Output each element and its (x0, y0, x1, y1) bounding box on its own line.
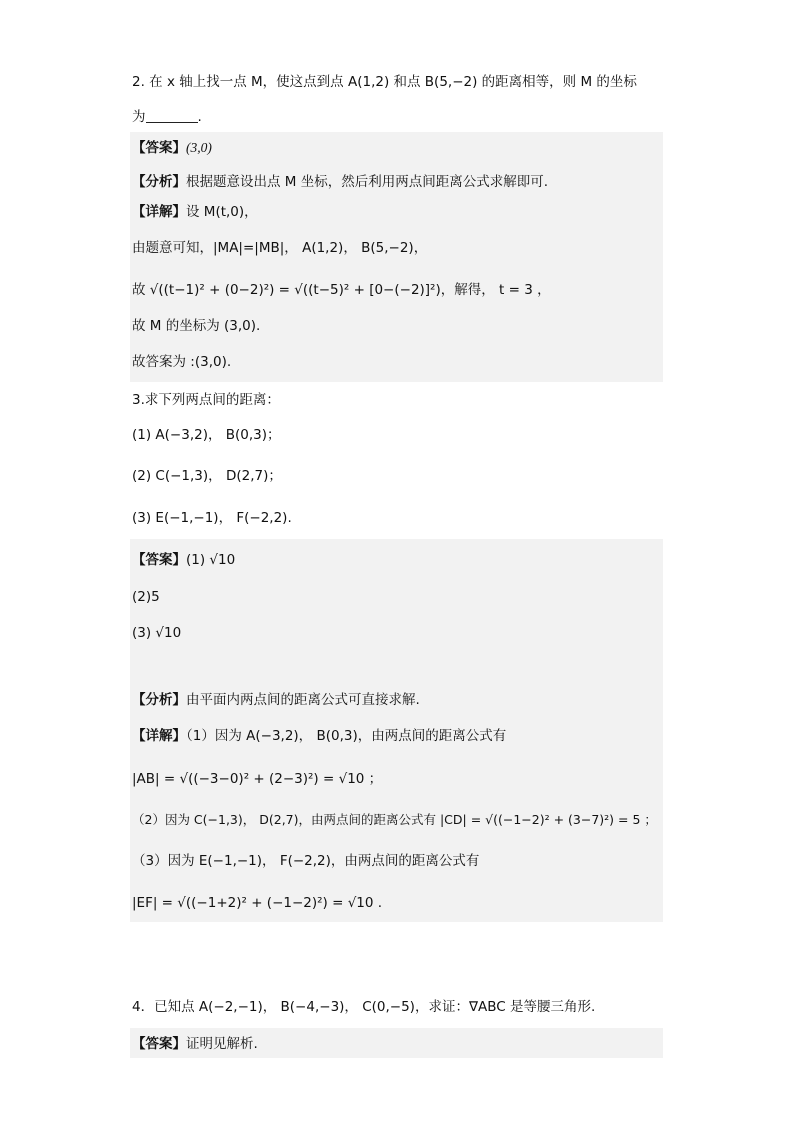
q3-item-1: (1) A(−3,2)， B(0,3)； (132, 427, 281, 443)
q3-detail-line3: （2）因为 C(−1,3)， D(2,7)，由两点间的距离公式有 |CD| = √((−1−2)² + (3−7)²) = 5 ； (132, 812, 657, 827)
q3-title: 3.求下列两点间的距离： (132, 392, 280, 408)
q2-analysis (132, 173, 548, 191)
q4-answer (132, 1035, 258, 1053)
q2-answer (132, 139, 212, 157)
q2-detail-line2: 由题意可知，|MA|=|MB|， A(1,2)， B(5,−2)， (132, 240, 428, 256)
answer-label: 【答案】 (132, 552, 186, 568)
detail-label: 【详解】 (132, 204, 186, 220)
q3-detail-line1 (132, 727, 506, 745)
q2-question-line2 (132, 108, 202, 126)
analysis-text: 根据题意设出点 M 坐标，然后利用两点间距离公式求解即可. (186, 174, 549, 190)
q4-title: 4．已知点 A(−2,−1)， B(−4,−3)， C(0,−5)，求证：∇ABC 是等腰三角形. (132, 999, 596, 1015)
q3-answer-1 (132, 551, 235, 569)
q2-suffix: . (197, 109, 202, 125)
answer-value: (3,0) (186, 140, 212, 155)
answer-value: (1) √10 (186, 552, 236, 568)
detail-text: （1）因为 A(−3,2)， B(0,3)，由两点间的距离公式有 (186, 728, 507, 744)
q2-detail-line3: 故 √((t−1)² + (0−2)²) = √((t−5)² + [0−(−2)]²)，解得， t = 3 ， (132, 282, 551, 298)
q2-detail-line4: 故 M 的坐标为 (3,0). (132, 318, 261, 334)
q3-analysis (132, 691, 420, 709)
analysis-text: 由平面内两点间的距离公式可直接求解. (186, 692, 420, 708)
q3-detail-line5: |EF| = √((−1+2)² + (−1−2)²) = √10 . (132, 895, 383, 911)
q2-detail-line5: 故答案为 :(3,0). (132, 354, 232, 370)
q2-question-line1: 2. 在 x 轴上找一点 M，使这点到点 A(1,2) 和点 B(5,−2) 的距离相等，则 M 的坐标 (132, 74, 637, 90)
q3-item-3: (3) E(−1,−1)， F(−2,2). (132, 510, 292, 526)
answer-label: 【答案】 (132, 1036, 186, 1052)
detail-text: 设 M(t,0)， (186, 204, 258, 220)
analysis-label: 【分析】 (132, 174, 186, 190)
analysis-label: 【分析】 (132, 692, 186, 708)
q3-answer-2: (2)5 (132, 589, 160, 605)
q2-prefix: 为 (132, 109, 146, 125)
q3-item-2: (2) C(−1,3)， D(2,7)； (132, 468, 282, 484)
answer-label: 【答案】 (132, 140, 186, 156)
q3-answer-3: (3) √10 (132, 625, 182, 641)
detail-label: 【详解】 (132, 728, 186, 744)
q3-detail-line4: （3）因为 E(−1,−1)， F(−2,2)，由两点间的距离公式有 (132, 853, 480, 869)
q2-detail-line1 (132, 203, 258, 221)
q3-detail-line2: |AB| = √((−3−0)² + (2−3)²) = √10 ； (132, 771, 383, 787)
answer-value: 证明见解析. (186, 1036, 258, 1052)
answer-blank (146, 110, 198, 123)
q2-solution-block (130, 132, 663, 382)
